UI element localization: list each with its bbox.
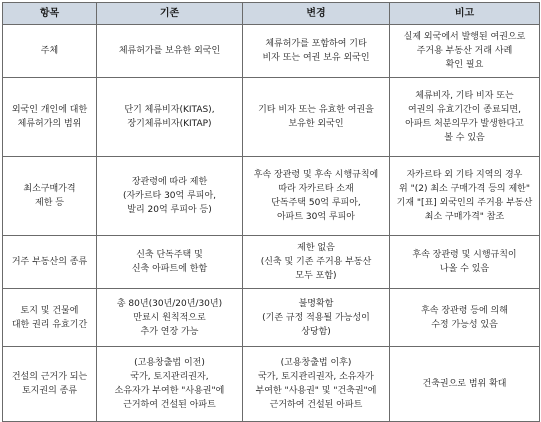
table-row [3,25,540,78]
cell-text-line: (고용창출법 이후) [280,358,352,368]
row-before-cell [97,347,243,422]
table-row [3,157,540,236]
table-row [3,347,540,422]
row-note-cell [390,289,540,347]
cell-text-line: 실제 외국에서 발행된 여권으로 [403,32,526,42]
cell-text-line: 외국인 개인에 대한 [11,105,88,115]
cell-text-line: (신축 및 기존 주거용 부동산 [260,257,372,267]
cell-text-line: 주거용 부동산 거래 사례 [416,46,513,56]
cell-text-line: 발리 20억 루피아 등) [127,205,212,215]
cell-text-line: 수정 가능성 있음 [431,319,498,330]
cell-text-line: (기존 규정 적용될 가능성이 [262,312,370,323]
row-item-cell [3,157,97,236]
cell-text-line: 단기 체류비자(KITAS), [124,105,215,115]
cell-text-line: 대한 권리 유효기간 [11,319,88,330]
row-after-cell [243,157,390,236]
cell-text-line: (고용창출법 이전) [134,358,205,368]
cell-text-line: 나올 수 있음 [439,264,490,274]
row-item-cell [3,236,97,289]
cell-text-line: 소유자가 부여한 "사용권"에 [114,386,225,396]
cell-text-line: 신축 단독주택 및 [136,250,203,260]
cell-text-line: (자카르타 30억 루피아, [122,191,217,201]
cell-text-line: 장관령에 따라 제한 [131,177,208,187]
table-header-row [3,3,540,25]
row-item-cell [3,25,97,78]
header-after: 변경 [243,3,390,25]
cell-text-line: 자카르타 외 기타 지역의 경우 [406,170,523,180]
header-item: 항목 [3,3,97,25]
cell-text-line: 최소 구매가격" 참조 [424,212,505,222]
cell-text-line: 토지권의 종류 [21,386,78,396]
cell-text-line: 후속 장관령 등에 의해 [421,305,508,316]
cell-text-line: 보유한 외국인 [288,119,344,129]
cell-text-line: 체류허가를 포함하여 기타 [265,39,367,49]
cell-text-line: 만료시 원칙적으로 [133,312,206,323]
cell-text-line: 근거하여 건설된 아파트 [269,400,363,410]
cell-text-line: 근거하여 건설된 아파트 [123,400,216,410]
row-after-cell [243,347,390,422]
cell-text-line: 불명확함 [298,298,334,309]
cell-text-line: 최소구매가격 [23,184,76,194]
cell-text-line: 신축 아파트에 한함 [131,264,208,274]
cell-text-line: 확인 필요 [445,60,484,70]
table-row [3,236,540,289]
header-note: 비고 [390,3,540,25]
row-before-cell [97,289,243,347]
cell-text-line: 제한 등 [35,198,64,208]
row-before-cell [97,236,243,289]
row-note-cell [390,236,540,289]
row-after-cell [243,78,390,157]
cell-text-line: 기재 "[표] 외국인의 주거용 부동산 [396,198,533,208]
cell-text-line: 국가, 토지관리권자, 소유자가 [258,372,374,382]
row-note-cell [390,347,540,422]
row-note-cell [390,78,540,157]
cell-text-line: 제한 없음 [297,243,335,253]
cell-text-line: 국가, 토지관리권자, [130,372,209,382]
cell-text-line: 주체 [40,46,59,56]
document-frame [2,2,539,418]
header-before: 기존 [97,3,243,25]
cell-text-line: 총 80년(30년/20년/30년) [116,298,223,309]
cell-text-line: 따라 자카르타 소재 [278,184,354,194]
cell-text-line: 단독주택 50억 루피아, [271,198,361,208]
comparison-table [2,2,540,422]
row-item-cell [3,78,97,157]
table-body [3,25,540,422]
cell-text-line: 여권의 유효기간이 종료되면, [408,105,521,115]
table-row [3,289,540,347]
cell-text-line: 아파트 30억 루피아 [276,212,356,222]
cell-text-line: 건축권으로 범위 확대 [422,379,507,389]
row-before-cell [97,25,243,78]
row-before-cell [97,78,243,157]
cell-text-line: 아파트 처분의무가 발생한다고 [405,119,524,129]
cell-text-line: 부여한 "사용권" 및 "건축권"에 [255,386,377,396]
row-after-cell [243,289,390,347]
cell-text-line: 기타 비자 또는 유효한 여권을 [258,105,374,115]
cell-text-line: 체류비자, 기타 비자 또는 [415,91,514,101]
cell-text-line: 장기체류비자(KITAP) [127,119,212,129]
cell-text-line: 체류허가를 보유한 외국인 [118,46,221,56]
cell-text-line: 모두 포함) [295,271,337,281]
cell-text-line: 비자 또는 여권 보유 외국인 [262,53,370,63]
row-after-cell [243,25,390,78]
cell-text-line: 상당함) [301,326,331,337]
cell-text-line: 후속 장관령 및 시행규칙이 [412,250,517,260]
cell-text-line: 건설의 근거가 되는 [11,372,88,382]
cell-text-line: 후속 장관령 및 후속 시행규칙에 [253,170,379,180]
table-row [3,78,540,157]
cell-text-line: 토지 및 건물에 [20,305,79,316]
row-item-cell [3,289,97,347]
cell-text-line: 추가 연장 가능 [140,326,199,337]
row-before-cell [97,157,243,236]
row-after-cell [243,236,390,289]
cell-text-line: 체류허가의 범위 [17,119,82,129]
row-item-cell [3,347,97,422]
cell-text-line: 볼 수 있음 [444,133,485,143]
row-note-cell [390,157,540,236]
row-note-cell [390,25,540,78]
cell-text-line: 위 "(2) 최소 구매가격 등의 제한" [399,184,530,194]
cell-text-line: 거주 부동산의 종류 [11,257,88,267]
